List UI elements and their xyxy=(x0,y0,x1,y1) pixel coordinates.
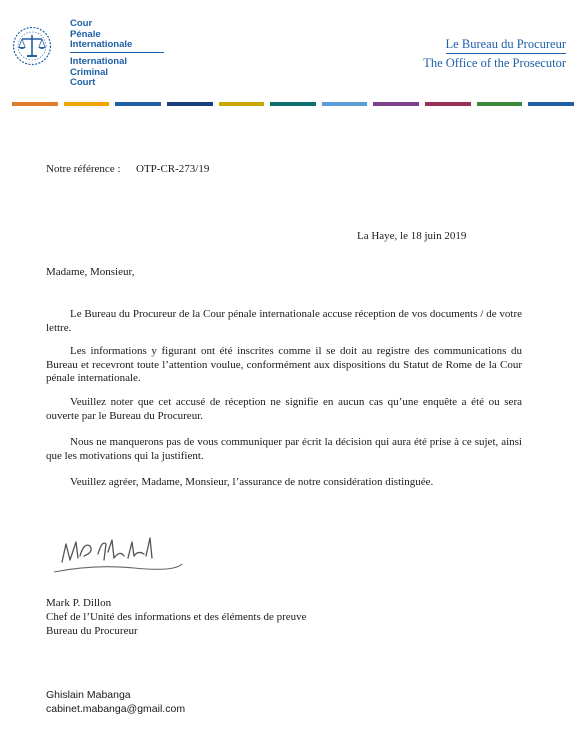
stripe-segment xyxy=(425,102,471,106)
stripe-segment xyxy=(219,102,265,106)
stripe-segment xyxy=(322,102,368,106)
icc-scales-logo xyxy=(12,26,52,66)
reference-value: OTP-CR-273/19 xyxy=(136,163,210,175)
org-name-french xyxy=(70,19,132,51)
org-fr-line-1: Cour xyxy=(70,18,93,29)
stripe-segment xyxy=(270,102,316,106)
org-name-english xyxy=(70,57,127,89)
signatory-title: Chef de l’Unité des informations et des éléments de preuve xyxy=(46,611,307,623)
org-fr-line-3: Internationale xyxy=(70,39,133,50)
stripe-segment xyxy=(115,102,161,106)
stripe-segment xyxy=(167,102,213,106)
org-en-line-2: Criminal xyxy=(70,66,109,78)
reference-line xyxy=(46,163,209,175)
reference-label: Notre référence : xyxy=(46,163,121,175)
org-en-line-3: Court xyxy=(70,77,96,88)
salutation: Madame, Monsieur, xyxy=(46,266,135,278)
stripe-segment xyxy=(12,102,58,106)
paragraph-4: Nous ne manquerons pas de vous communiquer par écrit la décision qui aura été prise à ce sujet, ainsi que les motivations qui la justifient. xyxy=(46,436,522,462)
stripe-segment xyxy=(477,102,523,106)
contact-email[interactable]: cabinet.mabanga@gmail.com xyxy=(46,703,186,715)
stripe-segment xyxy=(528,102,574,106)
office-heading xyxy=(423,36,566,71)
handwritten-signature xyxy=(54,530,184,580)
contact-name: Ghislain Mabanga xyxy=(46,689,131,701)
org-fr-line-2: Pénale xyxy=(70,28,101,40)
org-en-line-1: International xyxy=(70,56,128,67)
stripe-segment xyxy=(373,102,419,106)
paragraph-3: Veuillez noter que cet accusé de réception ne signifie en aucun cas qu’une enquête a été ou sera ouverte par le Bureau du Procureur. xyxy=(46,396,522,422)
paragraph-1: Le Bureau du Procureur de la Cour pénale internationale accuse réception de vos documents / de votre lettre. xyxy=(46,308,522,334)
org-name-divider xyxy=(70,52,164,53)
paragraph-2: Les informations y figurant ont été inscrites comme il se doit au registre des communications du Bureau et recevront toute l’attention voulue, conformément aux dispositions du Statut de Rome de la Cour pénale internationale. xyxy=(46,345,522,384)
office-name-english: The Office of the Prosecutor xyxy=(423,56,566,70)
closing-paragraph: Veuillez agréer, Madame, Monsieur, l’assurance de notre considération distinguée. xyxy=(70,476,434,488)
stripe-segment xyxy=(64,102,110,106)
place-date: La Haye, le 18 juin 2019 xyxy=(357,230,467,242)
office-name-french: Le Bureau du Procureur xyxy=(446,36,566,54)
signatory-name: Mark P. Dillon xyxy=(46,597,112,609)
signatory-office: Bureau du Procureur xyxy=(46,625,138,637)
